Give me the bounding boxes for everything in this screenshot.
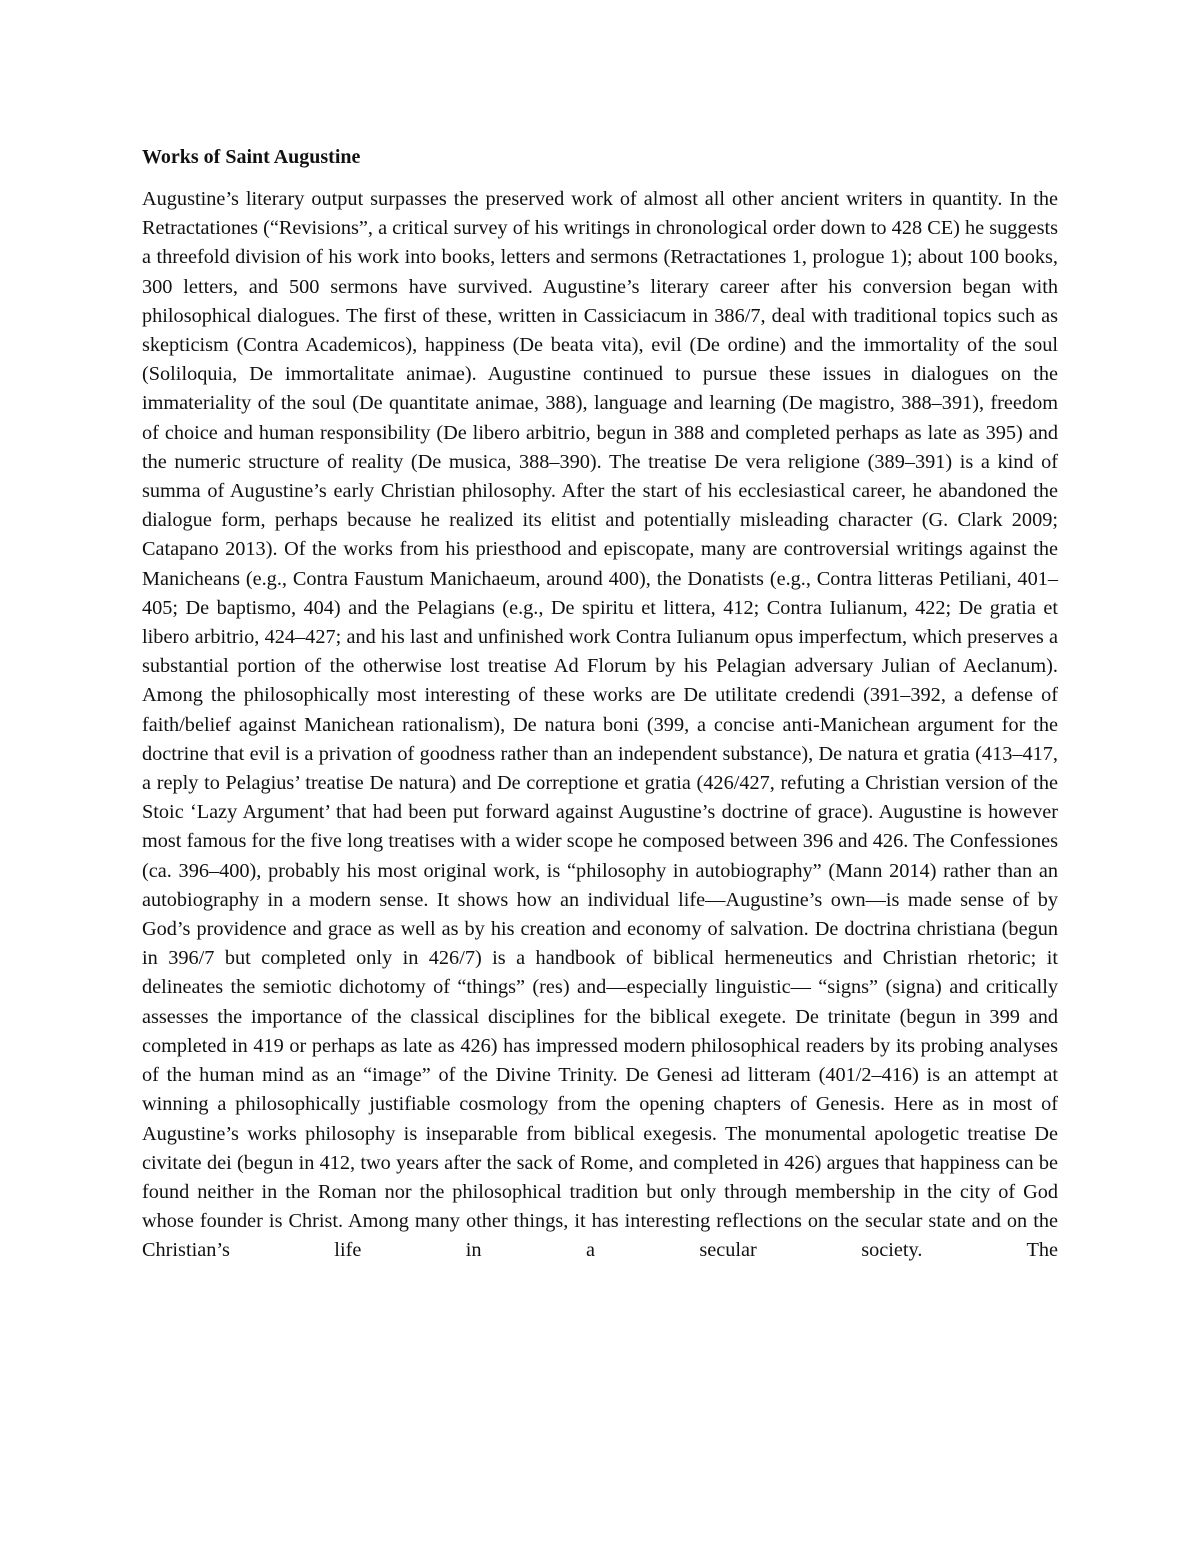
document-title: Works of Saint Augustine [142,146,361,168]
document-body-paragraph: Augustine’s literary output surpasses the preserved work of almost all other ancient writers in quantity. In the Retractationes (“Revisions”, a critical survey of his writings in chronological order down to 428 CE) he suggests a threefold division of his work into books, letters and sermons (Retractationes 1, prologue 1); about 100 books, 300 letters, and 500 sermons have survived. Augustine’s literary career after his conversion began with philosophical dialogues. The first of these, written in Cassiciacum in 386/7, deal with traditional topics such as skepticism (Contra Academicos), happiness (De beata vita), evil (De ordine) and the immortality of the soul (Soliloquia, De immortalitate animae). Augustine continued to pursue these issues in dialogues on the immateriality of the soul (De quantitate animae, 388), language and learning (De magistro, 388–391), freedom of choice and human responsibility (De libero arbitrio, begun in 388 and completed perhaps as late as 395) and the numeric structure of reality (De musica, 388–390). The treatise De vera religione (389–391) is a kind of summa of Augustine’s early Christian philosophy. After the start of his ecclesiastical career, he abandoned the dialogue form, perhaps because he realized its elitist and potentially misleading character (G. Clark 2009; Catapano 2013). Of the works from his priesthood and episcopate, many are controversial writings against the Manicheans (e.g., Contra Faustum Manichaeum, around 400), the Donatists (e.g., Contra litteras Petiliani, 401–405; De baptismo, 404) and the Pelagians (e.g., De spiritu et littera, 412; Contra Iulianum, 422; De gratia et libero arbitrio, 424–427; and his last and unfinished work Contra Iulianum opus imperfectum, which preserves a substantial portion of the otherwise lost treatise Ad Florum by his Pelagian adversary Julian of Aeclanum). Among the philosophically most interesting of these works are De utilitate credendi (391–392, a defense of faith/belief against Manichean rationalism), De natura boni (399, a concise anti-Manichean argument for the doctrine that evil is a privation of goodness rather than an independent substance), De natura et gratia (413–417, a reply to Pelagius’ treatise De natura) and De correptione et gratia (426/427, refuting a Christian version of the Stoic ‘Lazy Argument’ that had been put forward against Augustine’s doctrine of grace). Augustine is however most famous for the five long treatises with a wider scope he composed between 396 and 426. The Confessiones (ca. 396–400), probably his most original work, is “philosophy in autobiography” (Mann 2014) rather than an autobiography in a modern sense. It shows how an individual life—Augustine’s own—is made sense of by God’s providence and grace as well as by his creation and economy of salvation. De doctrina christiana (begun in 396/7 but completed only in 426/7) is a handbook of biblical hermeneutics and Christian rhetoric; it delineates the semiotic dichotomy of “things” (res) and—especially linguistic— “signs” (signa) and critically assesses the importance of the classical disciplines for the biblical exegete. De trinitate (begun in 399 and completed in 419 or perhaps as late as 426) has impressed modern philosophical readers by its probing analyses of the human mind as an “image” of the Divine Trinity. De Genesi ad litteram (401/2–416) is an attempt at winning a philosophically justifiable cosmology from the opening chapters of Genesis. Here as in most of Augustine’s works philosophy is inseparable from biblical exegesis. The monumental apologetic treatise De civitate dei (begun in 412, two years after the sack of Rome, and completed in 426) argues that happiness can be found neither in the Roman nor the philosophical tradition but only through membership in the city of God whose founder is Christ. Among many other things, it has interesting reflections on the secular state and on the Christian’s life in a secular society. The [142,188,1058,1262]
document-content [142,143,1058,1266]
